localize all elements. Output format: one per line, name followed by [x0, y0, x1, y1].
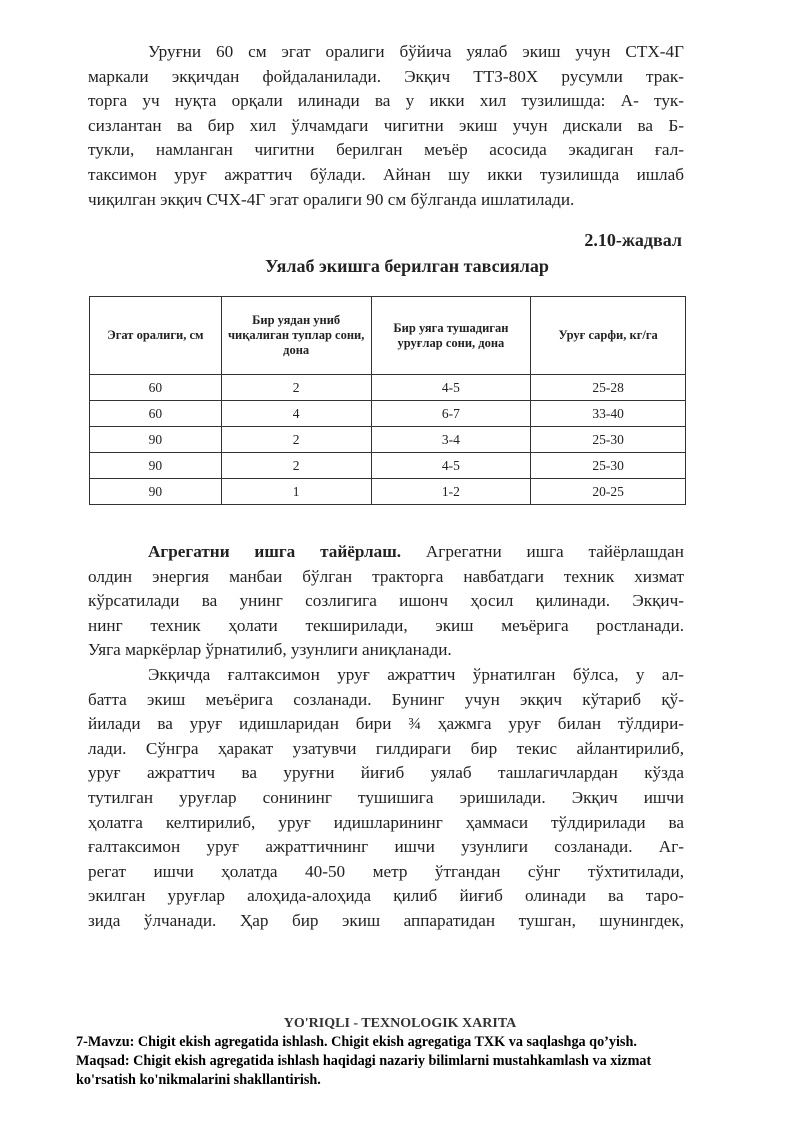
table-number: 2.10-жадвал	[584, 230, 682, 250]
table-cell: 90	[90, 453, 222, 479]
table-cell: 2	[221, 453, 371, 479]
table-header-cell: Бир уядан униб чиқалиган туплар сони, дона	[221, 297, 371, 375]
table-cell: 90	[90, 427, 222, 453]
table-cell: 4-5	[371, 453, 531, 479]
footer-title: YO'RIQLI - TEXNOLOGIK XARITA	[283, 1016, 517, 1031]
footer-topic: 7-Mavzu: Chigit ekish agregatida ishlash. Chigit ekish agregatiga TXK va saqlashga qo’yish.	[76, 1034, 637, 1050]
table-row	[90, 479, 686, 505]
table-cell: 25-30	[531, 427, 686, 453]
table-cell: 4-5	[371, 375, 531, 401]
text-line: олдин энергия манбаи бўлган тракторга навбатдаги техник хизмат	[88, 566, 684, 586]
text-line: кўрсатилади ва унинг созлигига ишонч ҳосил қилинади. Экқич-	[88, 591, 684, 611]
table-header-cell: Бир уяга тушадиган уруғлар сони, дона	[371, 297, 531, 375]
table-cell: 33-40	[531, 401, 686, 427]
table-cell: 4	[221, 401, 371, 427]
footer-goal-line-1: Maqsad: Chigit ekish agregatida ishlash haqidagi nazariy bilimlarni mustahkamlash va xizmat	[76, 1053, 652, 1069]
table-cell: 60	[90, 375, 222, 401]
text-line: чиқилган экқич СЧХ-4Г эгат оралиги 90 см бўлганда ишлатилади.	[88, 189, 575, 209]
text-line: зида ўлчанади. Ҳар бир экиш аппаратидан тушган, шунингдек,	[88, 910, 684, 930]
text-line: таксимон уруғ ажраттич бўлади. Айнан шу икки тузилишда ишлаб	[88, 164, 684, 184]
text-line: нинг техник ҳолати текширилади, экиш меъёрига ростланади.	[88, 615, 684, 635]
table-cell: 1	[221, 479, 371, 505]
text-line: регат ишчи ҳолатда 40-50 метр ўтгандан сўнг тўхтитилади,	[88, 861, 684, 881]
recommendations-table	[89, 296, 686, 505]
text-line: лади. Сўнгра ҳаракат узатувчи гилдираги бир текис айлантирилиб,	[88, 738, 684, 758]
table-title: Уялаб экишга берилган тавсиялар	[265, 256, 549, 276]
table-row	[90, 401, 686, 427]
table-cell: 25-30	[531, 453, 686, 479]
text-line: ҳолатга келтирилиб, уруғ идишларининг ҳаммаси тўлдирилади ва	[88, 812, 684, 832]
text-line: экилган уруғлар алоҳида-алоҳида қилиб йиғиб олинади ва таро-	[88, 886, 684, 906]
paragraph-calibration	[88, 663, 684, 934]
section-heading: Агрегатни ишга тайёрлаш.	[148, 542, 402, 561]
table-cell: 20-25	[531, 479, 686, 505]
text-line: уруғ ажраттич ва уруғни йиғиб уялаб ташлагичлардан кўзда	[88, 763, 684, 783]
table-header-row	[90, 297, 686, 375]
table-cell: 25-28	[531, 375, 686, 401]
footer-goal-line-2: ko'rsatish ko'nikmalarini shakllantirish.	[76, 1072, 321, 1088]
table-cell: 2	[221, 427, 371, 453]
text-line: ғалтаксимон уруғ ажраттичнинг ишчи узунлиги созланади. Аг-	[88, 837, 684, 857]
text-line: торга уч нуқта орқали илинади ва у икки хил тузилишда: А- тук-	[88, 91, 684, 111]
text-line: йилади ва уруғ идишларидан бири ¾ ҳажмга уруғ билан тўлдири-	[88, 714, 684, 734]
table-row	[90, 453, 686, 479]
text-line: сизлантан ва бир хил ўлчамдаги чигитни экиш учун дискали ва Б-	[88, 115, 684, 135]
table-row	[90, 427, 686, 453]
table-cell: 1-2	[371, 479, 531, 505]
table-row	[90, 375, 686, 401]
text-line: маркали экқичдан фойдаланилади. Экқич ТТЗ-80Х русумли трак-	[88, 66, 684, 86]
table-cell: 6-7	[371, 401, 531, 427]
text-line: Экқичда ғалтаксимон уруғ ажраттич ўрнатилган бўлса, у ал-	[148, 665, 684, 684]
text-line	[88, 540, 684, 565]
table-cell: 60	[90, 401, 222, 427]
text-line: Уяга маркёрлар ўрнатилиб, узунлиги аниқланади.	[88, 640, 452, 660]
text-line: Уруғни 60 см эгат оралиги бўйича уялаб экиш учун СТХ-4Г	[148, 42, 684, 61]
paragraph-intro	[88, 40, 684, 212]
paragraph-preparation	[88, 540, 684, 663]
table-cell: 90	[90, 479, 222, 505]
text-fragment: Агрегатни ишга тайёрлашдан	[425, 542, 684, 561]
table-header-cell: Эгат оралиги, см	[90, 297, 222, 375]
text-line: батта экиш меъёрига созланади. Бунинг учун экқич кўтариб қў-	[88, 689, 684, 709]
table-header-cell: Уруғ сарфи, кг/га	[531, 297, 686, 375]
table-cell: 2	[221, 375, 371, 401]
text-line: тукли, намланган чигитни берилган меъёр асосида экадиган ғал-	[88, 140, 684, 160]
table-cell: 3-4	[371, 427, 531, 453]
text-line: тутилган уруғлар сонининг тушишига эришилади. Экқич ишчи	[88, 787, 684, 807]
